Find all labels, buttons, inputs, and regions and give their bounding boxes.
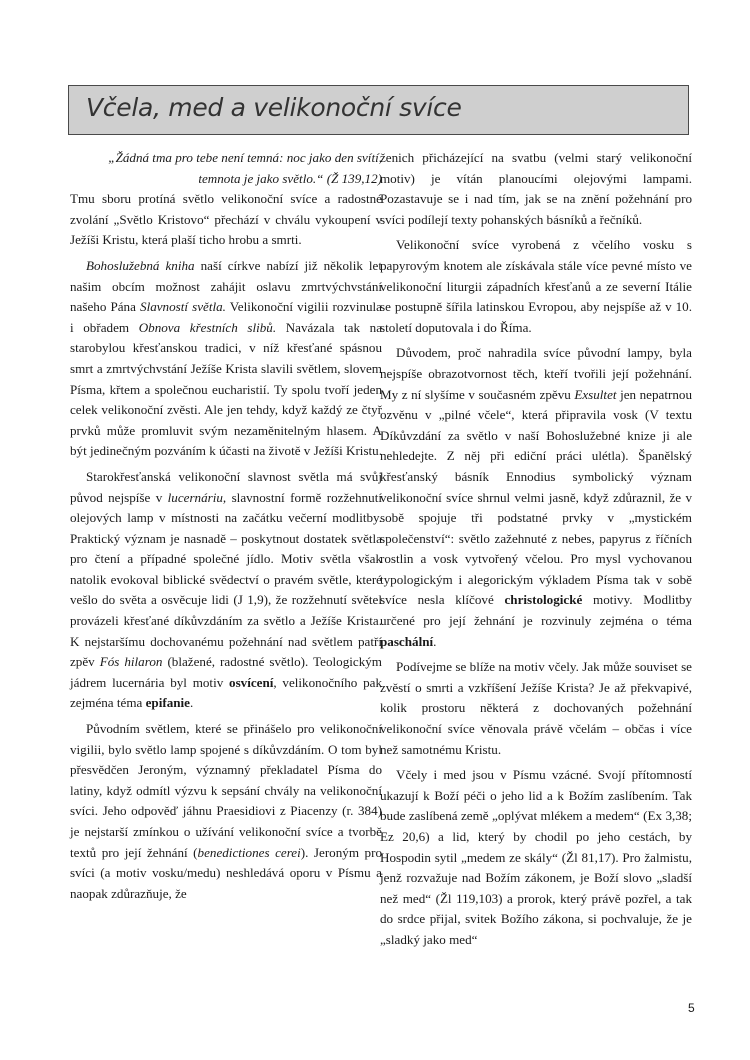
text: ženich přicházející na svatbu (velmi starý velikonoční motiv) je vítán planoucími olejovými lampami. Pozastavuje se i nad tím, jak se na znění požehnání pro svíci podílejí texty pohanských básníků a řečníků. — [380, 150, 692, 227]
hymn-title: Fós hilaron — [99, 654, 163, 670]
quote-line-2: temnota je jako světlo.“ (Ž 139,12) — [198, 170, 382, 186]
text: Velikonoční svíce vyrobená z včelího vosku s papyrovým knotem ale získávala stále více pevné místo ve velikonoční liturgii západních křesťanů a ze severní Itálie se postupně šířila latinskou Evropou, aby nejspíše až v 10. století doputovala i do Říma. — [380, 237, 692, 335]
text: slavnostní formě rozžehnutí olejových lamp v místnosti na začátku večerní modlitby. Praktický význam je nasnadě – poskytnout dostatek světla pro čtení a případné společné jídlo. Motiv světla však natolik evokoval biblické svědectví o pravém světle, které vešlo do světa a osvěcuje lidi (J 1,9), že rozžehnutí světel provázeli křesťané díkůvzdáním za světlo a Ježíše Krista. K nejstaršímu dochovanému požehnání nad světlem patří zpěv — [70, 489, 382, 670]
keyword: paschální — [380, 633, 434, 649]
paragraph — [380, 235, 692, 338]
text: ). Jeroným pro svíci (a motiv vosku/medu) neshledává oporu v Písmu a naopak zdůrazňuje, že — [70, 844, 382, 901]
quote-line-1: „Žádná tma pro tebe není temná: noc jako den svítí, — [108, 150, 382, 165]
text: motivy. Modlitby určené pro její žehnání je rozvinuly zejména o téma — [380, 592, 692, 629]
page-title: Včela, med a velikonoční svíce — [86, 93, 462, 122]
text: . — [189, 695, 194, 711]
keyword: christologické — [504, 592, 583, 608]
text: Původním světlem, které se přinášelo pro velikonoční vigilii, bylo světlo lamp spojené s díkůvzdáním. O tom byl přesvědčen Jeroným, významný překladatel Písma do latiny, když odmítl výzvu k sepsání chvály na velikonoční svíci. Jeho odpověď jáhnu Praesidiovi z Piacenzy (r. 384) je nejstarší zmínkou o užívání velikonoční svíce a tvorbě textů pro její žehnání ( — [70, 721, 382, 860]
text: , velikonočního pak zejména téma — [70, 674, 382, 711]
text: naší církve nabízí již několik let našim obcím možnost zahájit oslavu zmrtvýchvstání našeho Pána — [70, 257, 382, 315]
text: Navázala tak na starobylou křesťanskou tradici, v níž křesťané spásnou smrt a zmrtvýchvstání Ježíše Krista slavili světlem, slovem Písma, křtem a společnou eucharistií. Ty spolu tvoří jeden celek velikonoční zvěsti. Ale jen tehdy, když každý ze čtyř prvků může promluvit svým nezaměnitelným hlasem. A být jedinečným pozváním k účasti na životě v Ježíši Kristu. — [70, 319, 383, 459]
right-column — [380, 148, 692, 956]
paragraph — [380, 657, 692, 760]
text: . — [433, 633, 437, 649]
text: Tmu sboru protíná světlo velikonoční svíce a radostné zvolání „Světlo Kristovo“ přechází v chválu vykoupení v Ježíši Kristu, která plaší ticho hrobu a smrti. — [70, 191, 382, 248]
page-number: 5 — [688, 1001, 695, 1015]
hymn-title: Exsultet — [574, 386, 617, 402]
book-title: Bohoslužebná kniha — [86, 257, 195, 273]
paragraph — [70, 189, 382, 251]
left-column — [70, 148, 382, 909]
keyword: epifanie — [145, 695, 190, 711]
text: Velikonoční vigilii rozvinula i obřadem — [70, 299, 382, 335]
rite-name: Obnova křestních slibů. — [138, 319, 277, 335]
epigraph-quote — [70, 148, 382, 189]
keyword: osvícení — [229, 674, 274, 690]
paragraph — [70, 719, 382, 904]
rite-name: Slavností světla. — [140, 299, 226, 315]
text: (blažené, radostné světlo). Teologickým jádrem lucernária byl motiv — [70, 654, 382, 690]
paragraph — [70, 256, 382, 462]
paragraph — [380, 765, 692, 950]
title-banner — [68, 85, 689, 135]
text: Včely i med jsou v Písmu vzácné. Svojí přítomností ukazují k Boží péči o jeho lid a k Božím zaslíbením. Tak bude zaslíbená země „oplývat mlékem a medem“ (Ex 3,38; Ez 20,6) a lid, který by chodil po jeho cestách, by Hospodin sytil „medem ze skály“ (Žl 81,17). Pro žalmistu, jenž rozvažuje nad Božím zákonem, je Boží slovo „sladší než med“ (Žl 119,103) a prorok, který právě pozřel, a tak do srdce přijal, svitek Božího zákona, si pochvaluje, že je „sladký jako med“ — [380, 767, 692, 947]
term: lucernáriu, — [167, 489, 227, 505]
text: jen nepatrnou ozvěnu v „pilné včele“, která připravila vosk (V textu Díkůvzdání za světlo v naší Bohoslužebné knize ji ale nehledejte. Z něj při ediční práci ulétla). Španělský křesťanský básník Ennodius symbolický význam velikonoční svíce shrnul velmi jasně, když zdůraznil, že v sobě spojuje tři podstatné prvky v „mystickém společenství“: světlo zažehnuté z nebes, papyrus z říčních rostlin a vosk vytvořený včelou. Pro mysl vychovanou typologickým i alegorickým výkladem Písma tak v sobě svíce nesla klíčové — [380, 386, 692, 608]
text: Starokřesťanská velikonoční slavnost světla má svůj původ nejspíše v — [70, 468, 382, 505]
paragraph — [380, 343, 692, 652]
text: Podívejme se blíže na motiv včely. Jak může souviset se zvěstí o smrti a vzkříšení Ježíše Krista? Je až překvapivé, kolik prostoru některá z dochovaných požehnání velikonoční svíce věnovala právě včelám – občas i více než samotnému Kristu. — [380, 659, 692, 757]
text: Důvodem, proč nahradila svíce původní lampy, byla nejspíše obrazotvornost těch, kteří tvořili její požehnání. My z ní slyšíme v současném zpěvu — [380, 345, 692, 402]
term: benedictiones cerei — [197, 844, 301, 860]
paragraph — [380, 148, 692, 230]
paragraph — [70, 467, 382, 714]
